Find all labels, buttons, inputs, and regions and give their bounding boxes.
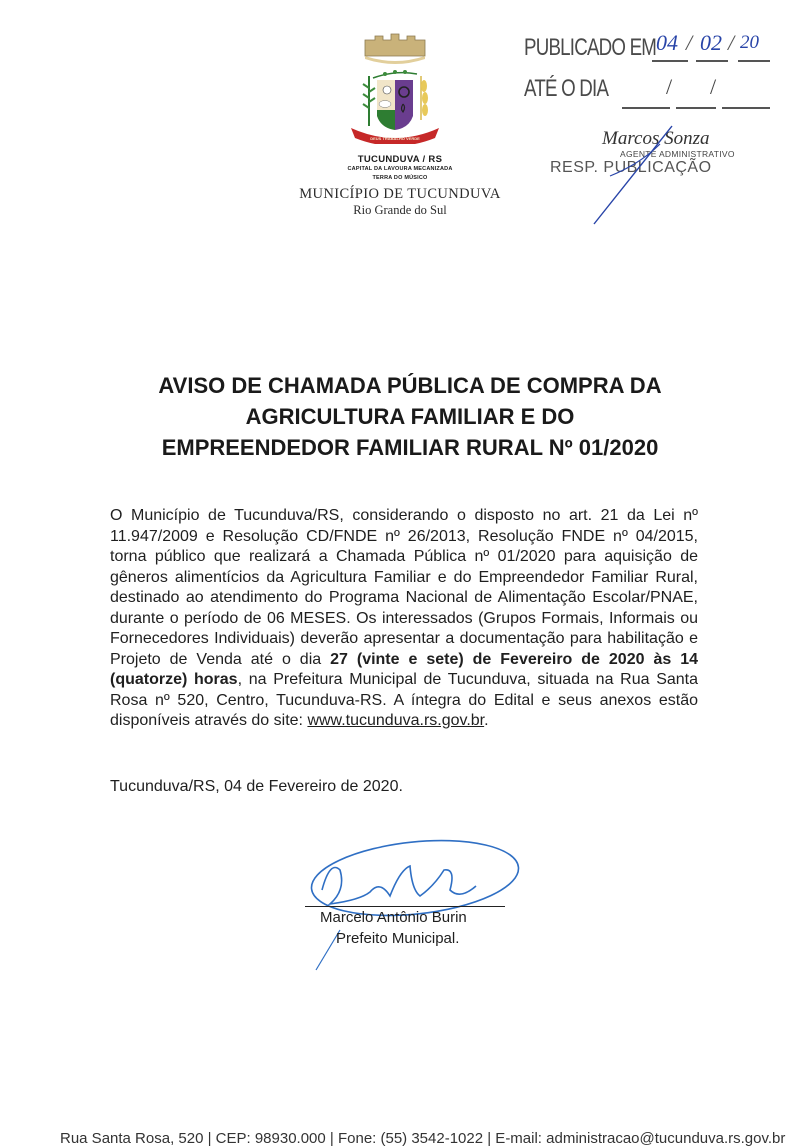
notice-body: [110, 506, 698, 732]
title-line-3: EMPREENDEDOR FAMILIAR RURAL Nº 01/2020: [161, 435, 659, 460]
until-year-blank: [722, 107, 770, 109]
responsible-label: RESP. PUBLICAÇÃO: [550, 159, 712, 176]
title-line-1: AVISO DE CHAMADA PÚBLICA DE COMPRA DA: [158, 373, 662, 398]
handwritten-signature-icon: [300, 830, 530, 980]
published-year: 20: [740, 32, 759, 53]
coat-of-arms-icon: [345, 32, 445, 144]
until-month-blank: [676, 107, 716, 109]
website-link[interactable]: www.tucunduva.rs.gov.br: [307, 712, 485, 729]
deadline-text: 27 (vinte e sete) de Fevereiro de 2020 às 14 (quatorze) horas: [110, 650, 699, 688]
body-text-part-1: O Município de Tucunduva/RS, considerando o disposto no art. 21 da Lei nº 11.947/2009 e Resolução CD/FNDE nº 26/2013, Resolução FNDE nº 04/2015, torna público que realizará a Chamada Pública nº 01/2020 para aquisição de gêneros alimentícios da Agricultura Familiar e do Empreendedor Familiar Rural, destinado ao atendimento do Programa Nacional de Alimentação Escolar/PNAE, durante o período de 06 MESES. Os interessados (Grupos Formais, Informais ou Fornecedores Individuais) deverão apresentar a documentação para habilitação e Projeto de Venda até o dia: [110, 507, 698, 668]
date-separator: /: [728, 30, 735, 55]
document-title: [100, 370, 720, 463]
city-name: TUCUNDUVA / RS: [357, 154, 443, 165]
date-separator: /: [666, 74, 673, 99]
publication-stamp: [520, 30, 780, 220]
slogan-line-1: CAPITAL DA LAVOURA MECANIZADA: [347, 166, 453, 172]
municipality-name: MUNICÍPIO DE TUCUNDUVA: [299, 186, 501, 202]
published-label: PUBLICADO EM: [524, 34, 657, 61]
published-month: 02: [700, 30, 722, 55]
until-day-blank: [622, 107, 670, 109]
underline: [696, 60, 728, 62]
underline: [652, 60, 688, 62]
agent-role: AGENTE ADMINISTRATIVO: [620, 149, 735, 159]
title-line-2: AGRICULTURA FAMILIAR E DO: [245, 404, 575, 429]
svg-text:DEUS TRABALHO VERDE: DEUS TRABALHO VERDE: [370, 136, 420, 141]
footer-contact: Rua Santa Rosa, 520 | CEP: 98930.000 | Fone: (55) 3542-1022 | E-mail: administracao@tucunduva.rs.gov.br: [60, 1130, 786, 1147]
body-end: .: [484, 712, 489, 729]
underline: [738, 60, 770, 62]
date-line: Tucunduva/RS, 04 de Fevereiro de 2020.: [110, 778, 403, 795]
agent-name: Marcos Sonza: [602, 128, 710, 149]
signer-name: Marcelo Antônio Burin: [320, 909, 467, 926]
state-name: Rio Grande do Sul: [353, 203, 447, 217]
municipality-header: [280, 150, 520, 218]
initials-stroke-icon: [580, 120, 690, 230]
signer-role: Prefeito Municipal.: [336, 930, 460, 947]
until-label: ATÉ O DIA: [524, 75, 609, 102]
date-separator: /: [710, 74, 717, 99]
slogan-line-2: TERRA DO MÚSICO: [372, 175, 428, 181]
body-text-part-2: , na Prefeitura Municipal de Tucunduva, situada na Rua Santa Rosa nº 520, Centro, Tucunduva-RS. A íntegra do Edital e seus anexos estão disponíveis através do site:: [110, 671, 699, 729]
published-day: 04: [656, 30, 678, 55]
signature-line: [305, 906, 505, 907]
date-separator: /: [686, 30, 693, 55]
